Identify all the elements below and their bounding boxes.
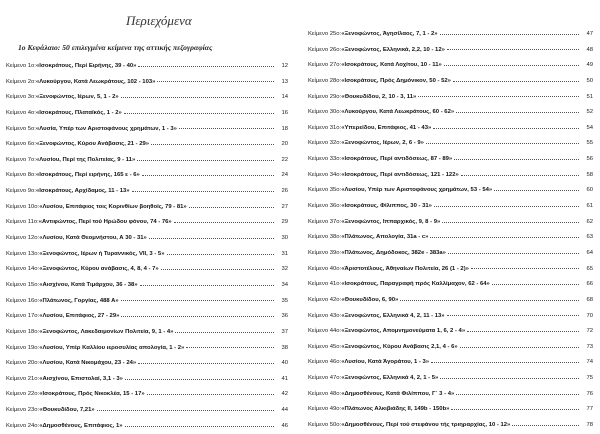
dot-leader xyxy=(433,127,579,129)
toc-entry[interactable] xyxy=(6,403,288,419)
toc-entry-label: Κείμενο 19ο: xyxy=(6,344,40,351)
toc-entry-page-number: 49 xyxy=(586,62,593,69)
toc-entry[interactable] xyxy=(6,122,288,138)
dot-leader xyxy=(456,393,579,395)
toc-entry-page-number: 20 xyxy=(281,141,288,148)
toc-entry[interactable] xyxy=(6,215,288,231)
toc-entry-label: Κείμενο 7ο: xyxy=(6,156,36,163)
toc-entry[interactable] xyxy=(308,74,593,90)
toc-entry[interactable] xyxy=(308,58,593,74)
toc-entry-title: «Ξενοφώντος, Ιέρων ή Τυραννικός, VII, 3 - 5» xyxy=(39,250,165,257)
dot-leader xyxy=(453,80,579,82)
toc-entry-title: «Πλάτωνος, Γοργίας, 488 Α» xyxy=(39,297,119,304)
toc-entry-label: Κείμενο 36ο: xyxy=(308,203,342,210)
toc-entry-title: «Λυκούργου, Κατά Λεωκράτους, 60 - 62» xyxy=(341,109,455,116)
dot-leader xyxy=(125,378,274,380)
toc-entry-title: «Ισοκράτους, Παραγραφή πρός Καλλίμαχον, 62 - 64» xyxy=(341,281,490,288)
toc-entry-label: Κείμενο 16ο: xyxy=(6,297,40,304)
dot-leader xyxy=(147,393,274,395)
dot-leader xyxy=(440,33,579,35)
dot-leader xyxy=(124,112,274,114)
toc-entry-page-number: 64 xyxy=(586,249,593,256)
toc-entry-title: «Αισχίνου, Κατά Τιμάρχου, 36 - 38» xyxy=(39,281,138,288)
toc-entry-title: «Πλάτωνος, Δημόδοκος, 382e - 383a» xyxy=(341,249,446,256)
toc-entry-label: Κείμενο 43ο: xyxy=(308,312,342,319)
toc-entry-title: «Θουκυδίδου, 2, 10 - 3, 11» xyxy=(341,93,417,100)
toc-entry-page-number: 31 xyxy=(281,250,288,257)
toc-entry-title: «Ισοκράτους, Περί Ειρήνης, 39 - 40» xyxy=(35,63,137,69)
dot-leader xyxy=(121,315,274,317)
dot-leader xyxy=(418,95,579,97)
toc-entry[interactable] xyxy=(6,325,288,341)
toc-entry-label: Κείμενο 33ο: xyxy=(308,156,342,163)
toc-entry-label: Κείμενο 48ο: xyxy=(308,390,342,397)
toc-entry-page-number: 26 xyxy=(281,188,288,195)
dot-leader xyxy=(149,237,274,239)
dot-leader xyxy=(512,424,579,426)
toc-entry-page-number: 12 xyxy=(281,63,288,69)
toc-entry-label: Κείμενο 9ο: xyxy=(6,188,36,195)
toc-entry-page-number: 35 xyxy=(281,297,288,304)
toc-entry[interactable] xyxy=(6,90,288,106)
toc-entry-label: Κείμενο 29ο: xyxy=(308,93,342,100)
toc-entry-title: «Θουκυδίδου, 7,21» xyxy=(39,407,95,414)
toc-entry-page-number: 29 xyxy=(281,219,288,226)
toc-entry-page-number: 54 xyxy=(586,124,593,131)
dot-leader xyxy=(448,252,579,254)
dot-leader xyxy=(140,284,274,286)
toc-entry-page-number: 47 xyxy=(586,31,593,37)
toc-entry-label: Κείμενο 28ο: xyxy=(308,77,342,84)
toc-entry[interactable] xyxy=(6,294,288,310)
toc-entry[interactable] xyxy=(308,309,593,325)
toc-entry-label: Κείμενο 47ο: xyxy=(308,375,342,382)
toc-entry-label: Κείμενο 17ο: xyxy=(6,313,40,320)
toc-entry-label: Κείμενο 37ο: xyxy=(308,218,342,225)
toc-entry-title: «Ξενοφώντος, Ελληνικά 4, 2, 11 - 13» xyxy=(341,312,445,319)
toc-entry-page-number: 22 xyxy=(281,156,288,163)
toc-entry[interactable] xyxy=(6,372,288,388)
toc-entry-label: Κείμενο 42ο: xyxy=(308,296,342,303)
toc-entry-page-number: 73 xyxy=(586,343,593,350)
toc-entry-label: Κείμενο 20ο: xyxy=(6,360,40,367)
toc-entry-title: «Δημοσθένους, Περί τού στεφάνου τής τριηραρχίας, 10 - 12» xyxy=(341,422,511,429)
toc-entry[interactable] xyxy=(308,371,593,387)
toc-entry-label: Κείμενο 24ο: xyxy=(6,422,40,429)
toc-entry-page-number: 48 xyxy=(586,46,593,53)
toc-entry[interactable] xyxy=(6,168,288,184)
dot-leader xyxy=(461,174,579,176)
toc-entry-title: «Ισοκράτους, Περί αντιδόσεως, 87 - 89» xyxy=(341,156,453,163)
toc-entry-label: Κείμενο 35ο: xyxy=(308,187,342,194)
dot-leader xyxy=(447,314,579,316)
dot-leader xyxy=(138,65,274,67)
toc-entry-page-number: 40 xyxy=(281,360,288,367)
toc-entry[interactable] xyxy=(308,168,593,184)
toc-entry-title: «Ξενοφώντος, Κύρου Ανάβασις, 21 - 29» xyxy=(35,141,150,148)
dot-leader xyxy=(456,111,579,113)
toc-entry-title: «Πλάτωνος, Απολογία, 31a - c» xyxy=(341,234,429,241)
toc-entry-label: Κείμενο 30ο: xyxy=(308,109,342,116)
toc-entry-page-number: 72 xyxy=(586,328,593,335)
toc-entry-label: Κείμενο 31ο: xyxy=(308,124,342,131)
toc-entry-label: Κείμενο 4ο: xyxy=(6,109,36,116)
toc-entry-label: Κείμενο 41ο: xyxy=(308,281,342,288)
dot-leader xyxy=(430,236,579,238)
toc-entry-page-number: 24 xyxy=(281,172,288,179)
dot-leader xyxy=(186,346,274,348)
dot-leader xyxy=(121,96,274,98)
chapter-heading: 1ο Κεφάλαιο: 50 επιλεγμένα κείμενα της αττικής πεζογραφίας xyxy=(18,43,213,52)
toc-entry-page-number: 55 xyxy=(586,140,593,147)
toc-entry-page-number: 42 xyxy=(281,391,288,398)
toc-entry[interactable] xyxy=(308,246,593,262)
dot-leader xyxy=(460,346,579,348)
toc-entry-label: Κείμενο 25ο: xyxy=(308,31,342,37)
toc-entry-page-number: 27 xyxy=(281,203,288,210)
toc-entry-page-number: 34 xyxy=(281,281,288,288)
toc-entry-title: «Λυσίου, Κατά Θεομνήστου, Α 30 - 31» xyxy=(39,235,147,242)
toc-entry-title: «Άριστοτέλους, Άθηναίων Πολιτεία, 26 (1 - 2)» xyxy=(341,265,469,272)
toc-entry-title: «Λυσίου, Υπέρ των Αριστοφάνους χρημάτων, 53 - 54» xyxy=(341,187,493,194)
toc-entry-label: Κείμενο 1ο: xyxy=(6,63,36,69)
dot-leader xyxy=(434,205,579,207)
toc-entry-label: Κείμενο 8ο: xyxy=(6,172,36,179)
toc-entry[interactable] xyxy=(6,106,288,122)
toc-entry-label: Κείμενο 44ο: xyxy=(308,328,342,335)
toc-entry[interactable] xyxy=(308,387,593,403)
toc-entry-label: Κείμενο 14ο: xyxy=(6,266,40,273)
toc-entry-label: Κείμενο 12ο: xyxy=(6,235,40,242)
toc-entry-page-number: 65 xyxy=(586,265,593,272)
dot-leader xyxy=(492,283,579,285)
toc-entry-page-number: 68 xyxy=(586,296,593,303)
toc-entry-label: Κείμενο 40ο: xyxy=(308,265,342,272)
toc-entry-label: Κείμενο 46ο: xyxy=(308,359,342,366)
dot-leader xyxy=(189,206,274,208)
toc-entry-page-number: 66 xyxy=(586,281,593,288)
toc-entry-label: Κείμενο 11ο: xyxy=(6,219,39,226)
toc-entry-title: «Λυσίου, Κατά Άγοράτου, 1 - 3» xyxy=(341,359,430,366)
toc-entry-title: «Ισοκράτους, Περί αντιδόσεως, 121 - 122» xyxy=(341,171,459,178)
dot-leader xyxy=(174,221,274,223)
toc-entry[interactable] xyxy=(308,215,593,231)
toc-entry-title: «Ισοκράτους, Πλαταϊκός, 1 - 2» xyxy=(35,109,122,116)
toc-entry-label: Κείμενο 34ο: xyxy=(308,171,342,178)
toc-entry-label: Κείμενο 38ο: xyxy=(308,234,342,241)
toc-entry-page-number: 52 xyxy=(586,109,593,116)
dot-leader xyxy=(179,127,274,129)
toc-entry-label: Κείμενο 5ο: xyxy=(6,125,36,132)
toc-entry-label: Κείμενο 13ο: xyxy=(6,250,40,257)
toc-entry-page-number: 18 xyxy=(281,125,288,132)
toc-entry-title: «Ισοκράτους, Πρός Δημόνικον, 50 - 52» xyxy=(341,77,451,84)
toc-entry-label: Κείμενο 15ο: xyxy=(6,281,40,288)
toc-entry-page-number: 78 xyxy=(586,422,593,429)
toc-entry-title: «Ξενοφώντος, Ιέρων, 5, 1 - 2» xyxy=(35,94,119,101)
toc-entry-title: «Λυσίου, Κατά Νικομάχου, 23 - 24» xyxy=(39,360,137,367)
toc-entry-page-number: 75 xyxy=(586,375,593,382)
toc-entry-title: «Ξενοφώντος, Ιέρων, 2, 6 - 9» xyxy=(341,140,424,147)
dot-leader xyxy=(132,190,274,192)
toc-entry-title: «Λυσίου, Περί της Πολιτείας, 9 - 11» xyxy=(35,156,136,163)
dot-leader xyxy=(494,189,579,191)
toc-entry-title: «Ξενοφώντος, Ιππαρχικός, 9, 8 - 9» xyxy=(341,218,441,225)
toc-entry-title: «Πλάτωνος Αλκιβιάδης ΙΙ, 149b - 150b» xyxy=(341,406,450,413)
toc-entry-label: Κείμενο 26ο: xyxy=(308,46,342,53)
dot-leader xyxy=(444,64,579,66)
dot-leader xyxy=(157,80,274,82)
toc-entry-title: «Ισοκράτους, Πρός Νικοκλέα, 15 - 17» xyxy=(39,391,145,398)
toc-entry-title: «Ξενοφώντος, Κύρου Ανάβασις 2,1, 4 - 6» xyxy=(341,343,458,350)
dot-leader xyxy=(97,409,274,411)
toc-entry[interactable] xyxy=(6,356,288,372)
toc-entry[interactable] xyxy=(308,230,593,246)
toc-entry-page-number: 50 xyxy=(586,77,593,84)
dot-leader xyxy=(451,408,579,410)
toc-entry[interactable] xyxy=(308,277,593,293)
dot-leader xyxy=(138,362,274,364)
toc-entry-label: Κείμενο 39ο: xyxy=(308,249,342,256)
dot-leader xyxy=(161,268,274,270)
toc-entry-title: «Ξενοφώντος, Ελληνικά 4, 2, 1 - 5» xyxy=(341,375,439,382)
dot-leader xyxy=(121,299,274,301)
toc-entry-title: «Αισχίνου, Επιστολαί, 3,1 - 3» xyxy=(39,375,123,382)
toc-entry-label: Κείμενο 10ο: xyxy=(6,203,40,210)
dot-leader xyxy=(175,331,274,333)
toc-entry-label: Κείμενο 23ο: xyxy=(6,407,40,414)
dot-leader xyxy=(125,425,274,427)
toc-entry-label: Κείμενο 49ο: xyxy=(308,406,342,413)
toc-entry[interactable] xyxy=(308,340,593,356)
toc-entry[interactable] xyxy=(308,105,593,121)
toc-entry-page-number: 58 xyxy=(586,171,593,178)
toc-entry[interactable] xyxy=(308,199,593,215)
toc-entry-label: Κείμενο 2ο: xyxy=(6,78,36,85)
toc-entry-page-number: 37 xyxy=(281,328,288,335)
dot-leader xyxy=(426,142,579,144)
toc-entry[interactable] xyxy=(6,419,288,434)
toc-entry-title: «Υπερείδου, Επιτάφιος, 41 - 43» xyxy=(341,124,432,131)
toc-entry-page-number: 61 xyxy=(586,203,593,210)
dot-leader xyxy=(440,377,579,379)
toc-entry-title: «Ισοκράτους, Κατά Λοχίτου, 10 - 11» xyxy=(341,62,442,69)
toc-entry[interactable] xyxy=(6,184,288,200)
toc-entry-page-number: 16 xyxy=(281,109,288,116)
toc-entry-page-number: 60 xyxy=(586,187,593,194)
toc-entry-title: «Ξενοφώντος, Άγησίλαος, 7, 1 - 2» xyxy=(341,31,438,37)
toc-entry[interactable] xyxy=(308,262,593,278)
toc-entry-page-number: 38 xyxy=(281,344,288,351)
toc-entry-page-number: 30 xyxy=(281,235,288,242)
toc-entry[interactable] xyxy=(6,137,288,153)
toc-entry-page-number: 36 xyxy=(281,313,288,320)
dot-leader xyxy=(431,361,579,363)
toc-entry-title: «Λυσίου, Υπέρ Καλλίου ιεροσυλίας απολογία, 1 - 2» xyxy=(39,344,185,351)
toc-entry-label: Κείμενο 18ο: xyxy=(6,328,40,335)
toc-entry-page-number: 32 xyxy=(281,266,288,273)
dot-leader xyxy=(467,330,579,332)
toc-entry[interactable] xyxy=(6,59,288,75)
dot-leader xyxy=(400,299,579,301)
dot-leader xyxy=(142,174,274,176)
toc-entry-page-number: 70 xyxy=(586,312,593,319)
toc-entry[interactable] xyxy=(308,27,593,43)
toc-entry[interactable] xyxy=(6,75,288,91)
toc-entry[interactable] xyxy=(6,341,288,357)
toc-entry[interactable] xyxy=(308,355,593,371)
toc-entry-title: «Λυκούργου, Κατά Λεωκράτους, 102 - 103» xyxy=(35,78,156,85)
dot-leader xyxy=(454,158,579,160)
toc-entry-label: Κείμενο 32ο: xyxy=(308,140,342,147)
toc-entry-title: «Λυσία, Υπέρ των Αριστοφάνους χρημάτων, 1 - 3» xyxy=(35,125,177,132)
toc-entry[interactable] xyxy=(6,200,288,216)
toc-entry[interactable] xyxy=(308,121,593,137)
toc-entry-page-number: 46 xyxy=(281,422,288,429)
dot-leader xyxy=(151,143,274,145)
toc-entry-page-number: 14 xyxy=(281,94,288,101)
dot-leader xyxy=(167,253,275,255)
dot-leader xyxy=(447,48,579,50)
toc-entry[interactable] xyxy=(6,387,288,403)
toc-entry-label: Κείμενο 6ο: xyxy=(6,141,36,148)
toc-entry[interactable] xyxy=(308,152,593,168)
toc-entry[interactable] xyxy=(308,324,593,340)
toc-entry-title: «Ξενοφώντος, Λακεδαιμονίων Πολιτεία, 9, 1 - 4» xyxy=(39,328,174,335)
toc-entry-page-number: 62 xyxy=(586,218,593,225)
page-title: Περιεχόμενα xyxy=(126,13,192,28)
toc-entry-title: «Ξενοφώντος, Απομνημονεύματα 1, 6, 2 - 4» xyxy=(341,328,466,335)
toc-entry[interactable] xyxy=(6,247,288,263)
toc-entry-title: «Αντιφώντος, Περί τού Ηρώδου φόνου, 74 - 76» xyxy=(38,219,172,226)
toc-entry-label: Κείμενο 3ο: xyxy=(6,94,36,101)
toc-entry-title: «Λυσίου, Επιτάφιος τοις Κορινθίων βοηθοίς, 79 - 81» xyxy=(39,203,187,210)
toc-entry[interactable] xyxy=(308,293,593,309)
toc-entry-label: Κείμενο 50ο: xyxy=(308,422,342,429)
toc-entry-page-number: 76 xyxy=(586,390,593,397)
toc-entry[interactable] xyxy=(308,418,593,434)
toc-entry-title: «Λυσίου, Επιτάφιος, 27 - 29» xyxy=(39,313,120,320)
toc-entry[interactable] xyxy=(308,43,593,59)
toc-entry[interactable] xyxy=(6,153,288,169)
toc-entry-title: «Ξενοφώντος, Κύρου ανάβασις, 4, 8, 4 - 7» xyxy=(39,266,159,273)
toc-entry[interactable] xyxy=(6,309,288,325)
toc-entry-label: Κείμενο 21ο: xyxy=(6,375,40,382)
toc-entry-title: «Θουκυδίδου, 6, 90» xyxy=(341,296,399,303)
toc-entry-title: «Δημοσθένους, Κατά Φιλίππου, Γ΄ 3 - 4» xyxy=(341,390,455,397)
toc-entry-title: «Ξενοφώντος, Ελληνικά, 2,2, 10 - 12» xyxy=(341,46,445,53)
toc-entry-label: Κείμενο 22ο: xyxy=(6,391,40,398)
toc-entry[interactable] xyxy=(6,262,288,278)
toc-entry-title: «Ισοκράτους, Περί ειρήνης, 165 ε - 6» xyxy=(35,172,140,179)
toc-entry-page-number: 44 xyxy=(281,407,288,414)
toc-entry[interactable] xyxy=(308,136,593,152)
dot-leader xyxy=(137,159,274,161)
toc-entry-page-number: 51 xyxy=(586,93,593,100)
toc-list-left xyxy=(6,59,288,434)
toc-entry-page-number: 13 xyxy=(281,78,288,85)
toc-entry-title: «Ισοκράτους, Αρχίδαμος, 11 - 13» xyxy=(35,188,130,195)
toc-entry-page-number: 77 xyxy=(586,406,593,413)
toc-list-right xyxy=(308,27,593,434)
toc-entry-title: «Ισοκράτους, Φίλιππος, 30 - 31» xyxy=(341,203,432,210)
toc-entry-label: Κείμενο 45ο: xyxy=(308,343,342,350)
toc-entry-label: Κείμενο 27ο: xyxy=(308,62,342,69)
toc-entry[interactable] xyxy=(6,278,288,294)
dot-leader xyxy=(471,267,579,269)
toc-entry-page-number: 63 xyxy=(586,234,593,241)
toc-entry-page-number: 41 xyxy=(281,375,288,382)
toc-entry-title: «Δημοσθένους, Επιτάφιος, 1» xyxy=(39,422,123,429)
dot-leader xyxy=(442,221,579,223)
toc-entry-page-number: 74 xyxy=(586,359,593,366)
toc-entry[interactable] xyxy=(308,90,593,106)
toc-entry[interactable] xyxy=(308,402,593,418)
toc-entry[interactable] xyxy=(6,231,288,247)
toc-entry[interactable] xyxy=(308,183,593,199)
toc-entry-page-number: 56 xyxy=(586,156,593,163)
